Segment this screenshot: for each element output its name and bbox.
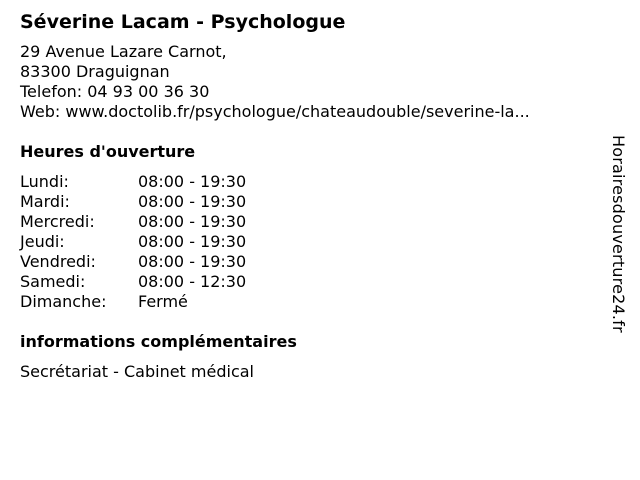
hours-row-friday (20, 252, 600, 272)
hours-row-wednesday (20, 212, 600, 232)
hours-day: Mardi: (20, 192, 70, 211)
hours-row-thursday (20, 232, 600, 252)
hours-row-saturday (20, 272, 600, 292)
hours-row-sunday (20, 292, 600, 312)
hours-time: 08:00 - 19:30 (138, 252, 247, 271)
hours-row-monday (20, 172, 600, 192)
additional-info-text: Secrétariat - Cabinet médical (20, 362, 254, 381)
hours-day: Vendredi: (20, 252, 96, 271)
hours-time: 08:00 - 12:30 (138, 272, 247, 291)
hours-day: Dimanche: (20, 292, 107, 311)
hours-time: 08:00 - 19:30 (138, 232, 247, 251)
hours-day: Mercredi: (20, 212, 95, 231)
hours-day: Samedi: (20, 272, 86, 291)
hours-time: Fermé (138, 292, 188, 311)
website-link[interactable]: Web: www.doctolib.fr/psychologue/chateaudouble/severine-la... (20, 102, 530, 121)
site-watermark: Horairesdouverture24.fr (609, 135, 628, 333)
opening-hours-table (20, 172, 600, 312)
hours-day: Jeudi: (20, 232, 65, 251)
address-line-2: 83300 Draguignan (20, 62, 170, 81)
hours-row-tuesday (20, 192, 600, 212)
phone-number: Telefon: 04 93 00 36 30 (20, 82, 210, 101)
additional-info-heading: informations complémentaires (20, 332, 297, 351)
hours-time: 08:00 - 19:30 (138, 172, 247, 191)
business-card (20, 10, 600, 382)
business-name: Séverine Lacam - Psychologue (20, 11, 346, 33)
hours-time: 08:00 - 19:30 (138, 192, 247, 211)
hours-day: Lundi: (20, 172, 69, 191)
opening-hours-heading: Heures d'ouverture (20, 142, 196, 161)
address-line-1: 29 Avenue Lazare Carnot, (20, 42, 227, 61)
hours-time: 08:00 - 19:30 (138, 212, 247, 231)
